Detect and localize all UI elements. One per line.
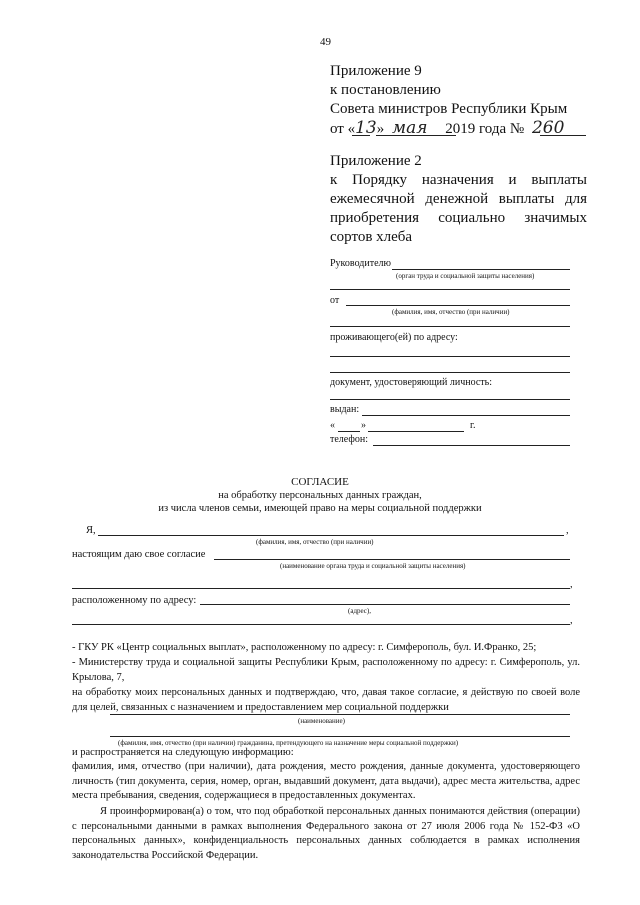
date-prefix: от « <box>330 121 356 137</box>
phone-field[interactable] <box>373 445 570 446</box>
address-field[interactable] <box>200 604 570 605</box>
head-hint: (орган труда и социальной защиты населения) <box>396 272 535 280</box>
applicant-fio-field[interactable] <box>110 736 570 737</box>
residing-label: проживающего(ей) по адресу: <box>330 332 458 343</box>
consent-subtitle1: на обработку персональных данных граждан, <box>218 490 422 501</box>
issued-field[interactable] <box>362 415 570 416</box>
head-label: Руководителю <box>330 258 391 269</box>
handwritten-month: мая <box>392 118 428 138</box>
info-list: фамилия, имя, отчество (при наличии), дата рождения, место рождения, данные документа, удостоверяющего личность (тип документа, серия, номер, орган, выдавший документ, дата выдачи), адрес места жительства, адрес места пребывания, сведения, содержащиеся в предоставленных документах. <box>72 761 580 801</box>
date-quote-close: » <box>376 121 385 137</box>
head-field[interactable] <box>392 269 570 270</box>
from-field[interactable] <box>346 305 570 306</box>
appendix9-line1: Приложение 9 <box>330 63 422 79</box>
month-underline <box>376 135 456 136</box>
day-underline <box>352 135 370 136</box>
consent-subtitle2: из числа членов семьи, имеющей право на меры социальной поддержки <box>158 503 482 514</box>
recipient-1: - ГКУ РК «Центр социальных выплат», расположенному по адресу: г. Симферополь, бул. И.Франко, 25; <box>72 642 537 653</box>
address-hint: (адрес), <box>348 607 371 615</box>
from-field-line2[interactable] <box>330 326 570 327</box>
date-open: « <box>330 420 335 431</box>
purpose-text: на обработку моих персональных данных и подтверждаю, что, давая такое согласие, я действую по своей воле для целей, связанных с назначением и предоставлением мер социальной поддержки <box>72 687 580 713</box>
appendix2-title: Приложение 2 <box>330 153 422 169</box>
naming-hint: (наименование) <box>298 717 345 725</box>
address-comma: , <box>570 615 573 626</box>
issued-day-field[interactable] <box>338 431 360 432</box>
page-number: 49 <box>320 36 331 48</box>
organ-field[interactable] <box>214 559 570 560</box>
appendix2-text: к Порядку назначения и выплаты ежемесячной денежной выплаты для приобретения социально значимых сортов хлеба <box>330 172 587 245</box>
year-text: 2019 года № <box>445 121 525 137</box>
i-label: Я, <box>86 525 96 536</box>
appendix9-date-line <box>330 119 564 139</box>
residing-field-line2[interactable] <box>330 372 570 373</box>
recipient-2: - Министерству труда и социальной защиты Республики Крым, расположенному по адресу: г. Симферополь, ул. Крылова, 7, <box>72 657 580 683</box>
id-doc-label: документ, удостоверяющий личность: <box>330 377 492 388</box>
name-comma: , <box>566 525 569 536</box>
residing-field-line1[interactable] <box>330 356 570 357</box>
appendix9-line3: Совета министров Республики Крым <box>330 101 568 117</box>
handwritten-number: 260 <box>531 118 565 138</box>
id-doc-field[interactable] <box>330 399 570 400</box>
issued-label: выдан: <box>330 404 360 415</box>
name-hint: (фамилия, имя, отчество (при наличии) <box>256 538 374 546</box>
issued-month-field[interactable] <box>368 431 464 432</box>
located-label: расположенному по адресу: <box>72 595 197 606</box>
from-hint: (фамилия, имя, отчество (при наличии) <box>392 308 510 316</box>
extends-to: и распространяется на следующую информацию: <box>72 747 294 758</box>
number-underline <box>540 135 586 136</box>
year-suffix: г. <box>470 420 476 431</box>
informed-text: Я проинформирован(а) о том, что под обработкой персональных данных понимаются действия (операции) с персональными данными в рамках выполнения Федерального закона от 27 июля 2006 года № 152-ФЗ «О персональных данных», конфиденциальность персональных данных соблюдается в рамках исполнения законодательства Российской Федерации. <box>72 806 580 861</box>
from-label: от <box>330 295 340 306</box>
handwritten-day: 13 <box>355 118 377 138</box>
date-close: » <box>361 420 366 431</box>
organ-comma: , <box>570 579 573 590</box>
phone-label: телефон: <box>330 434 368 445</box>
consent-title: СОГЛАСИЕ <box>291 476 349 488</box>
give-consent-label: настоящим даю свое согласие <box>72 549 206 560</box>
appendix9-line2: к постановлению <box>330 82 441 98</box>
applicant-hint: (фамилия, имя, отчество (при наличии) гражданина, претендующего на назначение меры социальной поддержки) <box>118 739 459 747</box>
applicant-name-field[interactable] <box>98 535 564 536</box>
address-field-line2[interactable] <box>72 624 570 625</box>
organ-hint: (наименование органа труда и социальной защиты населения) <box>280 562 466 570</box>
head-field-line2[interactable] <box>330 289 570 290</box>
organ-field-line2[interactable] <box>72 588 570 589</box>
measure-name-field[interactable] <box>110 714 570 715</box>
